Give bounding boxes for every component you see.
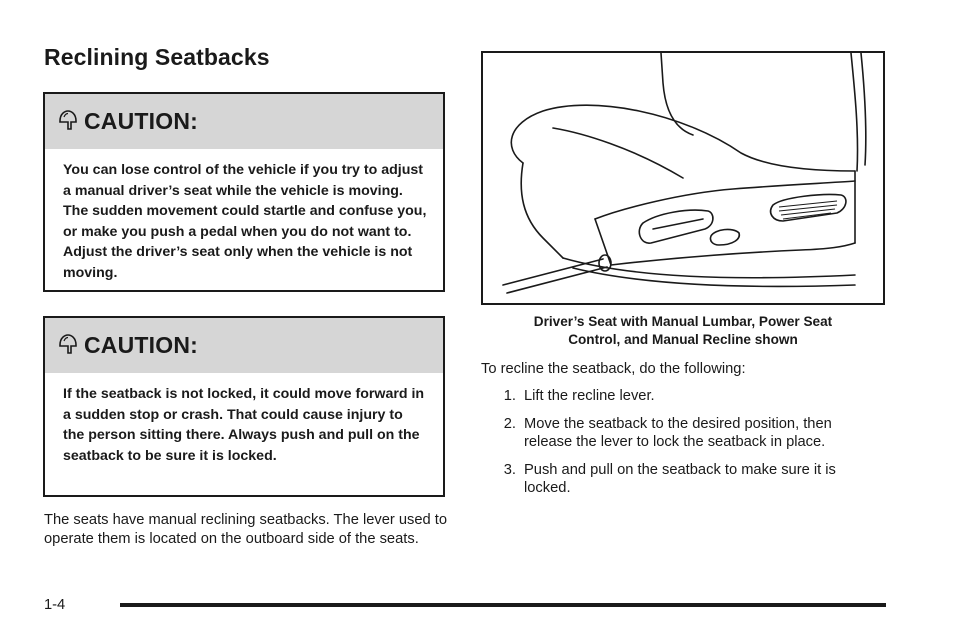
step-text: Push and pull on the seatback to make sure it is locked. bbox=[524, 461, 836, 496]
figure-caption-line-1: Driver’s Seat with Manual Lumbar, Power Seat bbox=[533, 314, 833, 329]
page-title: Reclining Seatbacks bbox=[44, 44, 270, 70]
caution-box-1 bbox=[43, 92, 445, 292]
step-text: Lift the recline lever. bbox=[524, 388, 655, 404]
seat-illustration bbox=[481, 51, 885, 305]
list-item bbox=[481, 461, 881, 498]
caution-text: If the seatback is not locked, it could move forward in a sudden stop or crash. That could cause injury to the person sitting there. Always push and pull on the seatback to be sure it is locked. bbox=[63, 386, 425, 464]
caution-header bbox=[45, 318, 443, 373]
figure-caption bbox=[481, 313, 885, 348]
seat-drawing bbox=[483, 53, 883, 303]
footer-rule bbox=[120, 603, 886, 607]
list-item bbox=[481, 387, 881, 406]
caution-icon bbox=[57, 333, 79, 355]
instructions-intro: To recline the seatback, do the following: bbox=[481, 361, 746, 377]
caution-box-2 bbox=[43, 316, 445, 497]
caution-header bbox=[45, 94, 443, 149]
caution-label: CAUTION: bbox=[84, 332, 199, 358]
instruction-steps bbox=[481, 387, 881, 507]
step-number: 1. bbox=[503, 388, 516, 404]
step-number: 2. bbox=[503, 415, 516, 432]
figure-caption-line-2: Control, and Manual Recline shown bbox=[568, 331, 798, 347]
list-item bbox=[481, 415, 881, 452]
caution-text: You can lose control of the vehicle if you try to adjust a manual driver’s seat while the vehicle is moving. The sudden movement could startle and confuse you, or make you push a pedal when you do not want to. Adjust the driver’s seat only when the vehicle is not moving. bbox=[63, 162, 427, 281]
page-number: 1-4 bbox=[44, 597, 66, 613]
body-paragraph: The seats have manual reclining seatbacks. The lever used to operate them is located on the outboard side of the seats. bbox=[44, 512, 448, 547]
step-text: Move the seatback to the desired position, then release the lever to lock the seatback in place. bbox=[524, 415, 832, 450]
caution-icon bbox=[57, 109, 79, 131]
caution-label: CAUTION: bbox=[84, 108, 199, 134]
step-number: 3. bbox=[503, 461, 516, 478]
